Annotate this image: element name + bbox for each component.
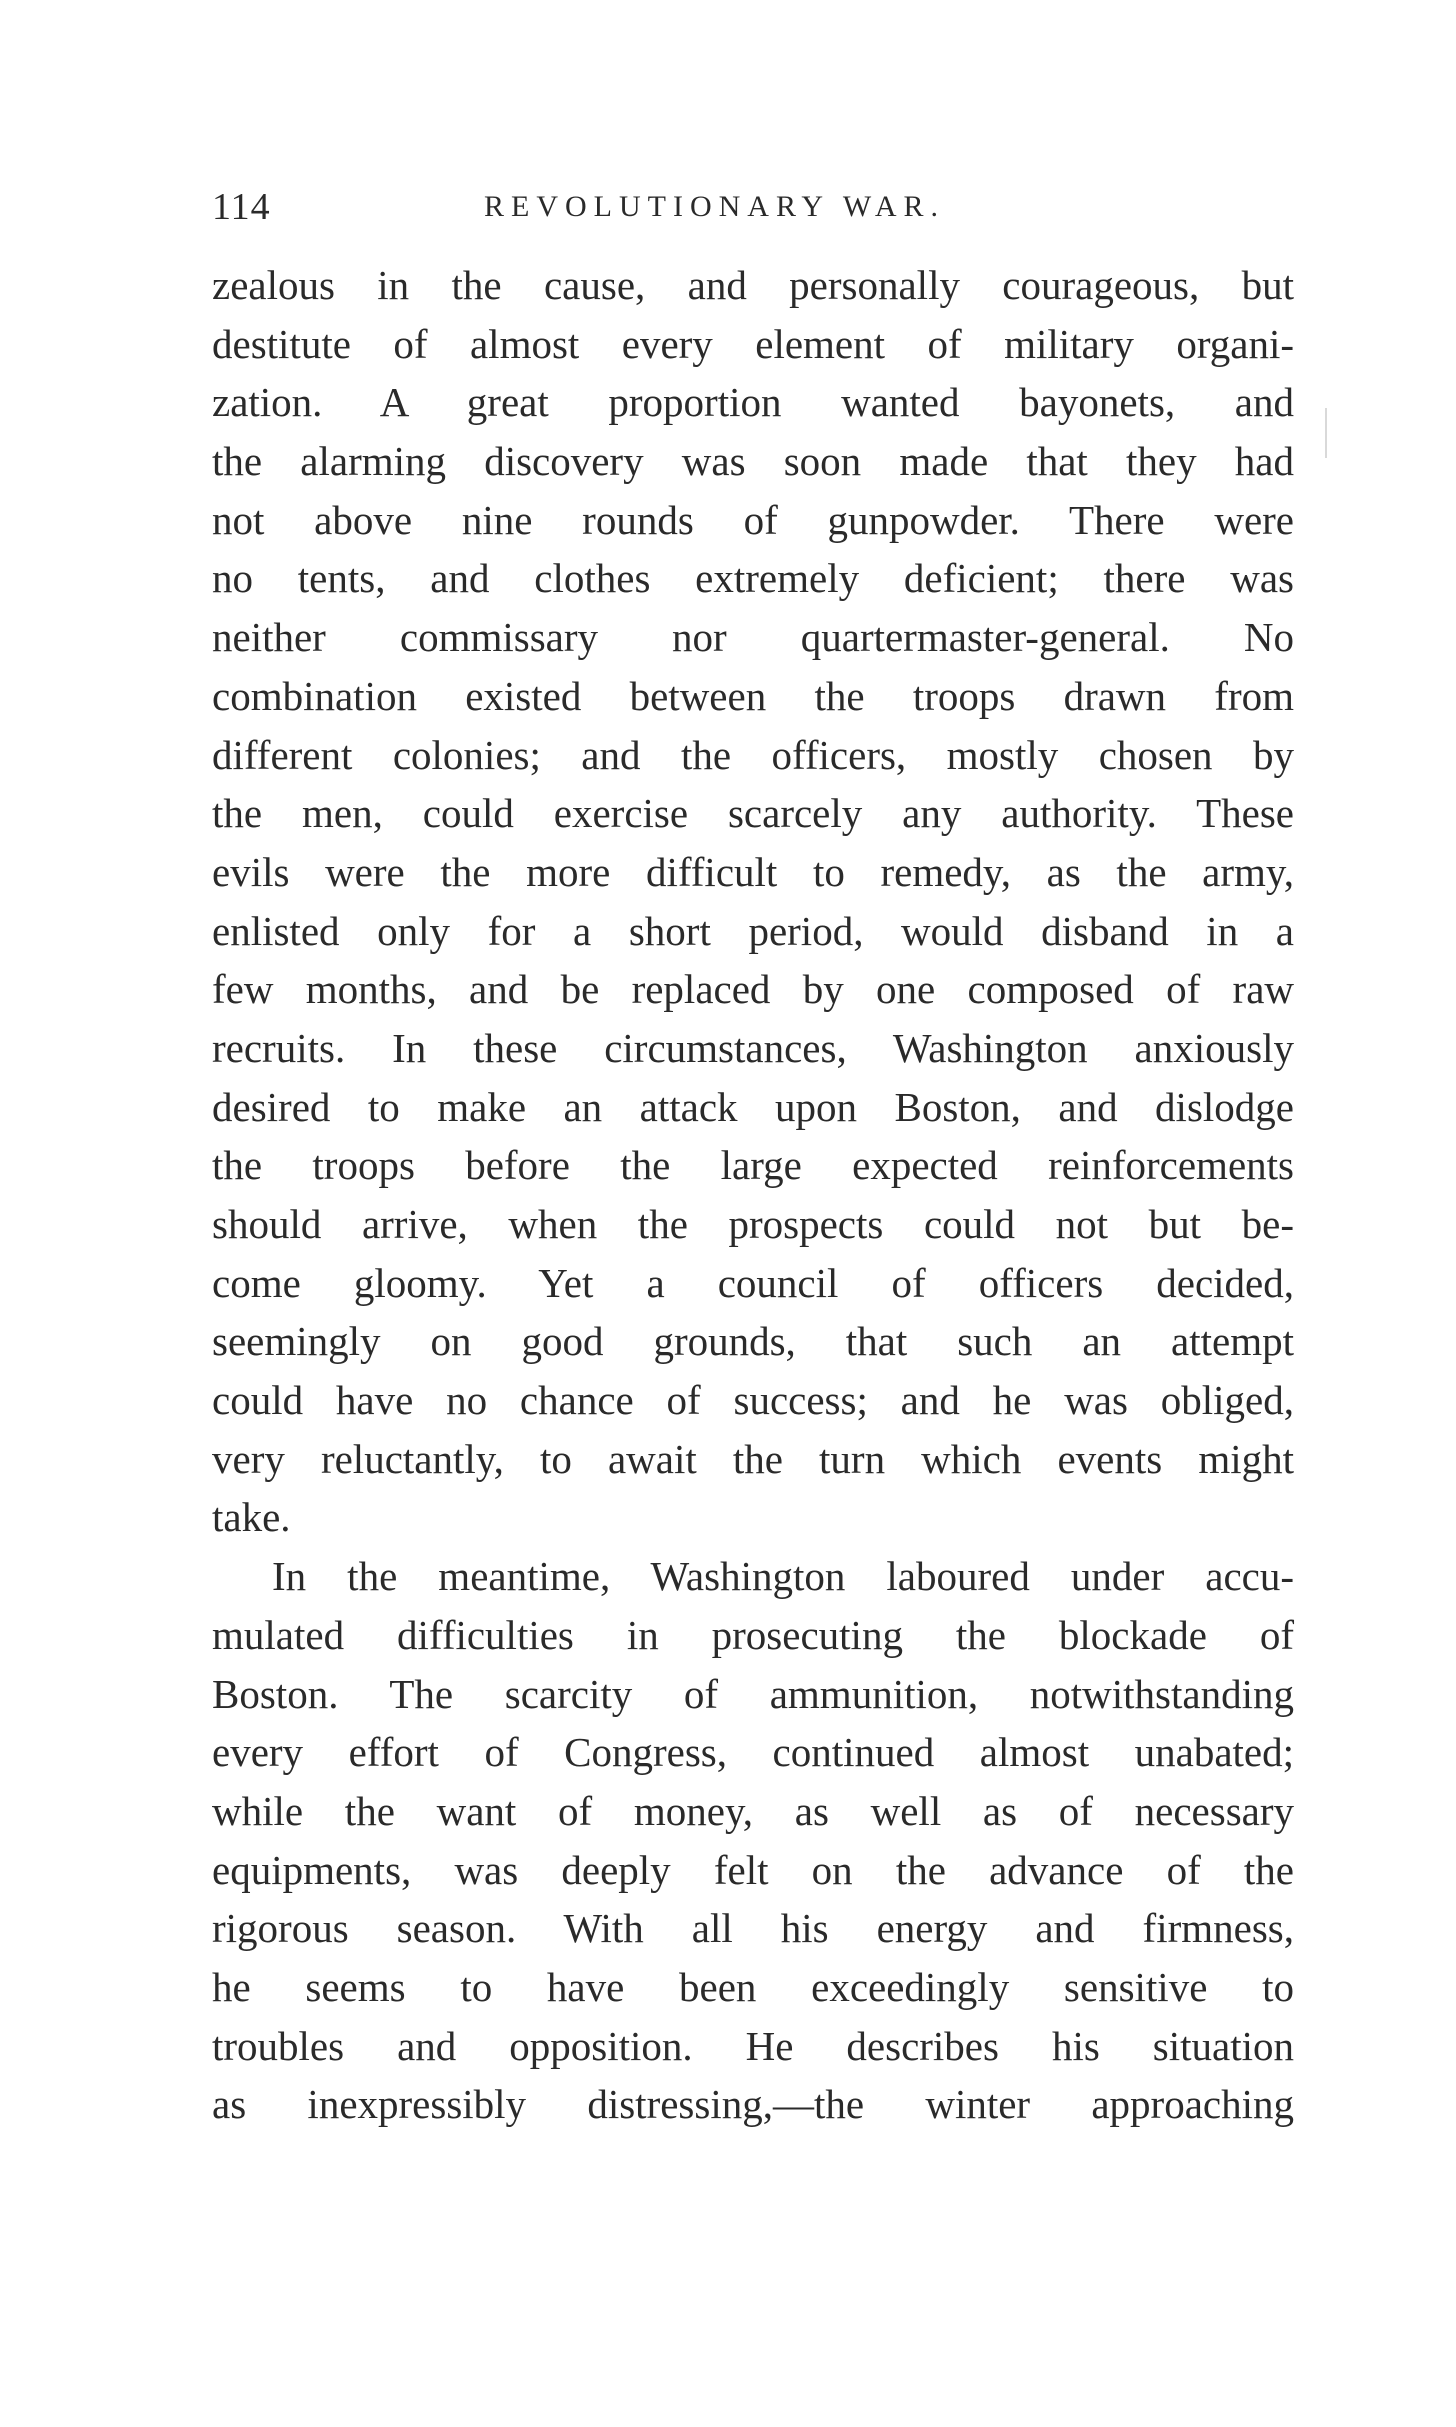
margin-mark [1325,408,1327,458]
text-line: In the meantime, Washington laboured under accu- [272,1553,1294,1600]
text-line: he seems to have been exceedingly sensitive to [212,1963,1294,2010]
text-line: rigorous season. With all his energy and firmness, [212,1905,1294,1952]
running-title: REVOLUTIONARY WAR. [484,190,945,223]
text-line: mulated difficulties in prosecuting the blockade of [212,1611,1294,1658]
text-line: equipments, was deeply felt on the advance of the [212,1846,1294,1893]
text-line: enlisted only for a short period, would disband in a [212,907,1294,954]
text-line: troubles and opposition. He describes his situation [212,2022,1294,2069]
text-line: should arrive, when the prospects could not but be- [212,1201,1294,1247]
text-line: the alarming discovery was soon made that they had [212,438,1294,485]
text-line: seemingly on good grounds, that such an attempt [212,1318,1294,1365]
text-line: neither commissary nor quartermaster-general. No [212,614,1294,661]
text-line: evils were the more difficult to remedy, as the army, [212,848,1294,895]
text-line: not above nine rounds of gunpowder. There were [212,496,1294,543]
paragraph-1 [212,256,1294,1547]
text-line: Boston. The scarcity of ammunition, notwithstanding [212,1670,1294,1717]
text-line: every effort of Congress, continued almost unabated; [212,1729,1294,1776]
body-text [212,256,1294,2134]
text-line: no tents, and clothes extremely deficient; there was [212,555,1294,602]
text-line: zation. A great proportion wanted bayonets, and [212,379,1294,426]
text-line: come gloomy. Yet a council of officers decided, [212,1259,1294,1306]
page-number: 114 [212,186,271,228]
text-line: the men, could exercise scarcely any authority. These [212,790,1294,837]
text-line: the troops before the large expected reinforcements [212,1142,1294,1189]
text-line: very reluctantly, to await the turn which events might [212,1435,1294,1482]
text-line: few months, and be replaced by one composed of raw [212,966,1294,1013]
text-line: destitute of almost every element of military organi- [212,320,1294,367]
text-line: take. [212,1494,291,1541]
text-line: desired to make an attack upon Boston, and dislodge [212,1083,1294,1130]
text-line: could have no chance of success; and he was obliged, [212,1377,1294,1424]
text-line: recruits. In these circumstances, Washington anxiously [212,1024,1294,1071]
running-head [212,182,1294,232]
text-line: zealous in the cause, and personally courageous, but [212,262,1294,308]
text-line: different colonies; and the officers, mostly chosen by [212,731,1294,778]
text-line: while the want of money, as well as of necessary [212,1787,1294,1834]
paragraph-2 [212,1547,1294,2134]
text-line: combination existed between the troops drawn from [212,672,1294,719]
text-line: as inexpressibly distressing,—the winter approaching [212,2081,1294,2128]
